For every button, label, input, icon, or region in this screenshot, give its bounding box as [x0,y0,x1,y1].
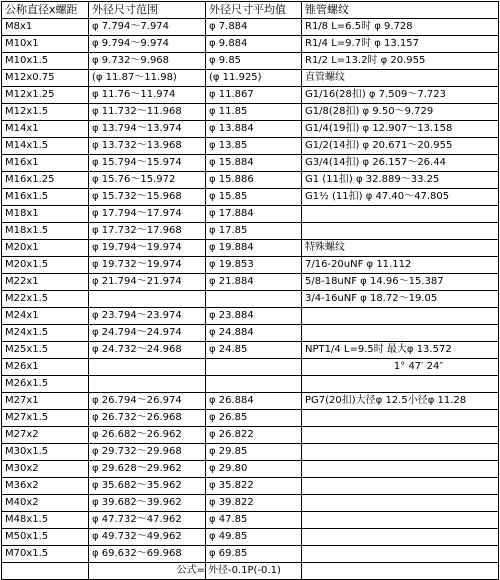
cell-nominal-diameter[interactable]: M22x1 [2,274,89,291]
cell-nominal-diameter[interactable]: M22x1.5 [2,291,89,308]
cell-nominal-diameter[interactable]: M10x1 [2,36,89,53]
cell-taper-thread[interactable] [302,427,499,444]
table-row [2,512,499,529]
cell-nominal-diameter[interactable]: M30x2 [2,461,89,478]
cell-od-range[interactable]: φ 13.732～13.968 [89,138,206,155]
formula-value[interactable]: 外径-0.1P(-0.1) [206,563,302,580]
table-row [2,138,499,155]
table-row [2,36,499,53]
cell-od-average[interactable]: φ 19.884 [206,240,302,257]
cell-taper-thread[interactable]: G1/4(19扣) φ 12.907～13.158 [302,121,499,138]
cell-od-average[interactable]: φ 26.822 [206,427,302,444]
table-row [2,410,499,427]
table-row [2,546,499,563]
cell-nominal-diameter[interactable]: M16x1 [2,155,89,172]
cell-taper-thread[interactable]: 3/4-16uNF φ 18.72～19.05 [302,291,499,308]
cell-od-average[interactable] [206,376,302,393]
cell-taper-thread[interactable]: R1/4 L=9.7时 φ 13.157 [302,36,499,53]
cell-taper-thread[interactable] [302,376,499,393]
cell-od-average[interactable]: φ 15.884 [206,155,302,172]
cell-od-range[interactable] [89,359,206,376]
table-row [2,342,499,359]
header-od-average[interactable]: 外径尺寸平均值 [206,2,302,19]
cell-taper-thread[interactable] [302,529,499,546]
cell-od-average[interactable]: φ 69.85 [206,546,302,563]
formula-label[interactable]: 公式= [89,563,206,580]
cell-od-range[interactable]: φ 26.682～26.962 [89,427,206,444]
cell-taper-thread[interactable]: G1/8(28扣) φ 9.50～9.729 [302,104,499,121]
table-row [2,427,499,444]
cell-taper-thread[interactable]: 直管螺纹 [302,70,499,87]
cell-taper-thread[interactable]: G1/2(14扣) φ 20.671～20.955 [302,138,499,155]
cell-od-range[interactable]: φ 39.682～39.962 [89,495,206,512]
table-row [2,240,499,257]
table-row [2,291,499,308]
cell-od-range[interactable]: φ 13.794～13.974 [89,121,206,138]
cell-nominal-diameter[interactable]: M8x1 [2,19,89,36]
cell-nominal-diameter[interactable]: M24x1.5 [2,325,89,342]
cell-od-average[interactable]: φ 7.884 [206,19,302,36]
cell-od-range[interactable]: φ 9.732～9.968 [89,53,206,70]
cell-nominal-diameter[interactable]: M70x1.5 [2,546,89,563]
cell-nominal-diameter[interactable]: M27x1.5 [2,410,89,427]
cell-od-average[interactable]: φ 9.884 [206,36,302,53]
cell-od-average[interactable]: φ 11.867 [206,87,302,104]
cell-od-average[interactable]: φ 17.884 [206,206,302,223]
cell-nominal-diameter[interactable]: M26x1.5 [2,376,89,393]
formula-empty-cell[interactable] [2,563,89,580]
cell-od-range[interactable]: φ 47.732～47.962 [89,512,206,529]
header-taper-thread[interactable]: 锥管螺纹 [302,2,499,19]
cell-od-range[interactable]: φ 24.794～24.974 [89,325,206,342]
cell-od-range[interactable]: φ 19.794～19.974 [89,240,206,257]
cell-od-range[interactable]: (φ 11.87～11.98) [89,70,206,87]
cell-nominal-diameter[interactable]: M10x1.5 [2,53,89,70]
cell-nominal-diameter[interactable]: M14x1 [2,121,89,138]
cell-taper-thread[interactable] [302,478,499,495]
cell-od-range[interactable]: φ 24.732～24.968 [89,342,206,359]
header-row [2,2,499,19]
cell-od-average[interactable]: φ 19.853 [206,257,302,274]
cell-taper-thread[interactable]: 特殊螺纹 [302,240,499,257]
cell-od-range[interactable]: φ 49.732～49.962 [89,529,206,546]
cell-nominal-diameter[interactable]: M16x1.5 [2,189,89,206]
table-row [2,19,499,36]
cell-taper-thread[interactable]: G1½ (11扣) φ 47.40～47.805 [302,189,499,206]
cell-taper-thread[interactable]: G1/16(28扣) φ 7.509～7.723 [302,87,499,104]
formula-empty-cell-right[interactable] [302,563,499,580]
cell-taper-thread[interactable] [302,410,499,427]
cell-nominal-diameter[interactable]: M27x2 [2,427,89,444]
cell-taper-thread[interactable] [302,546,499,563]
cell-od-average[interactable]: φ 9.85 [206,53,302,70]
cell-od-range[interactable]: φ 15.732～15.968 [89,189,206,206]
cell-od-range[interactable]: φ 15.794～15.974 [89,155,206,172]
cell-od-average[interactable]: φ 26.85 [206,410,302,427]
cell-od-range[interactable]: φ 35.682～35.962 [89,478,206,495]
cell-taper-thread[interactable]: 5/8-18uNF φ 14.96～15.387 [302,274,499,291]
cell-od-average[interactable]: φ 29.85 [206,444,302,461]
cell-nominal-diameter[interactable]: M12x1.25 [2,87,89,104]
cell-od-average[interactable] [206,359,302,376]
cell-od-range[interactable]: φ 11.732～11.968 [89,104,206,121]
cell-od-range[interactable] [89,376,206,393]
cell-nominal-diameter[interactable]: M40x2 [2,495,89,512]
table-row [2,172,499,189]
table-body [2,2,499,563]
cell-od-average[interactable]: φ 13.884 [206,121,302,138]
cell-taper-thread[interactable] [302,206,499,223]
cell-nominal-diameter[interactable]: M36x2 [2,478,89,495]
formula-row [2,563,499,580]
table-row [2,274,499,291]
cell-od-average[interactable]: φ 21.884 [206,274,302,291]
table-row [2,121,499,138]
table-row [2,53,499,70]
table-row [2,257,499,274]
cell-od-average[interactable]: φ 26.884 [206,393,302,410]
cell-nominal-diameter[interactable]: M18x1 [2,206,89,223]
cell-od-average[interactable]: φ 24.884 [206,325,302,342]
cell-od-average[interactable]: φ 11.85 [206,104,302,121]
cell-od-range[interactable]: φ 17.732～17.968 [89,223,206,240]
cell-nominal-diameter[interactable]: M25x1.5 [2,342,89,359]
cell-od-range[interactable]: φ 21.794～21.974 [89,274,206,291]
table-row [2,189,499,206]
cell-od-average[interactable]: φ 15.85 [206,189,302,206]
cell-od-range[interactable]: φ 9.794～9.974 [89,36,206,53]
cell-od-average[interactable]: φ 13.85 [206,138,302,155]
cell-od-average[interactable] [206,291,302,308]
cell-taper-thread[interactable]: 7/16-20uNF φ 11.112 [302,257,499,274]
cell-od-range[interactable]: φ 69.632～69.968 [89,546,206,563]
table-row [2,70,499,87]
cell-od-range[interactable]: φ 26.794～26.974 [89,393,206,410]
header-od-range[interactable]: 外径尺寸范围 [89,2,206,19]
cell-od-range[interactable]: φ 26.732～26.968 [89,410,206,427]
cell-nominal-diameter[interactable]: M24x1 [2,308,89,325]
thread-spec-table [1,1,499,580]
cell-od-range[interactable]: φ 17.794～17.974 [89,206,206,223]
header-nominal-diameter[interactable]: 公称直径x螺距 [2,2,89,19]
cell-od-average[interactable]: φ 47.85 [206,512,302,529]
table-row [2,359,499,376]
table-row [2,529,499,546]
cell-od-average[interactable]: φ 24.85 [206,342,302,359]
cell-nominal-diameter[interactable]: M27x1 [2,393,89,410]
cell-taper-thread[interactable]: R1/2 L=13.2时 φ 20.955 [302,53,499,70]
cell-nominal-diameter[interactable]: M12x1.5 [2,104,89,121]
cell-nominal-diameter[interactable]: M18x1.5 [2,223,89,240]
cell-taper-thread[interactable]: 1° 47′ 24″ [302,359,499,376]
cell-taper-thread[interactable]: PG7(20扣)大径φ 12.5小径φ 11.28 [302,393,499,410]
table-row [2,495,499,512]
cell-taper-thread[interactable] [302,495,499,512]
table-row [2,87,499,104]
cell-nominal-diameter[interactable]: M48x1.5 [2,512,89,529]
cell-od-range[interactable]: φ 19.732～19.974 [89,257,206,274]
cell-od-range[interactable] [89,291,206,308]
table-row [2,393,499,410]
cell-od-range[interactable]: φ 7.794～7.974 [89,19,206,36]
cell-taper-thread[interactable] [302,223,499,240]
cell-od-average[interactable]: φ 49.85 [206,529,302,546]
cell-taper-thread[interactable]: G3/4(14扣) φ 26.157～26.44 [302,155,499,172]
cell-od-average[interactable]: φ 15.886 [206,172,302,189]
cell-od-range[interactable]: φ 29.628～29.962 [89,461,206,478]
cell-od-average[interactable]: φ 35.822 [206,478,302,495]
cell-taper-thread[interactable]: NPT1/4 L=9.5时 最大φ 13.572 [302,342,499,359]
cell-od-average[interactable]: (φ 11.925) [206,70,302,87]
table-row [2,104,499,121]
cell-nominal-diameter[interactable]: M16x1.25 [2,172,89,189]
cell-nominal-diameter[interactable]: M14x1.5 [2,138,89,155]
table-row [2,444,499,461]
table-row [2,376,499,393]
cell-od-average[interactable]: φ 23.884 [206,308,302,325]
cell-nominal-diameter[interactable]: M12x0.75 [2,70,89,87]
cell-taper-thread[interactable]: R1/8 L=6.5时 φ 9.728 [302,19,499,36]
cell-od-range[interactable]: φ 11.76～11.974 [89,87,206,104]
cell-od-range[interactable]: φ 15.76～15.972 [89,172,206,189]
cell-nominal-diameter[interactable]: M26x1 [2,359,89,376]
table-row [2,325,499,342]
cell-nominal-diameter[interactable]: M30x1.5 [2,444,89,461]
cell-taper-thread[interactable] [302,308,499,325]
cell-nominal-diameter[interactable]: M50x1.5 [2,529,89,546]
cell-taper-thread[interactable]: G1 (11扣) φ 32.889～33.25 [302,172,499,189]
table-row [2,155,499,172]
cell-taper-thread[interactable] [302,461,499,478]
cell-od-average[interactable]: φ 39.822 [206,495,302,512]
cell-nominal-diameter[interactable]: M20x1.5 [2,257,89,274]
cell-taper-thread[interactable] [302,512,499,529]
table-row [2,206,499,223]
table-row [2,308,499,325]
table-row [2,478,499,495]
cell-taper-thread[interactable] [302,444,499,461]
cell-od-average[interactable]: φ 17.85 [206,223,302,240]
cell-nominal-diameter[interactable]: M20x1 [2,240,89,257]
cell-od-average[interactable]: φ 29.80 [206,461,302,478]
cell-od-range[interactable]: φ 23.794～23.974 [89,308,206,325]
table-row [2,223,499,240]
table-row [2,461,499,478]
cell-od-range[interactable]: φ 29.732～29.968 [89,444,206,461]
cell-taper-thread[interactable] [302,325,499,342]
